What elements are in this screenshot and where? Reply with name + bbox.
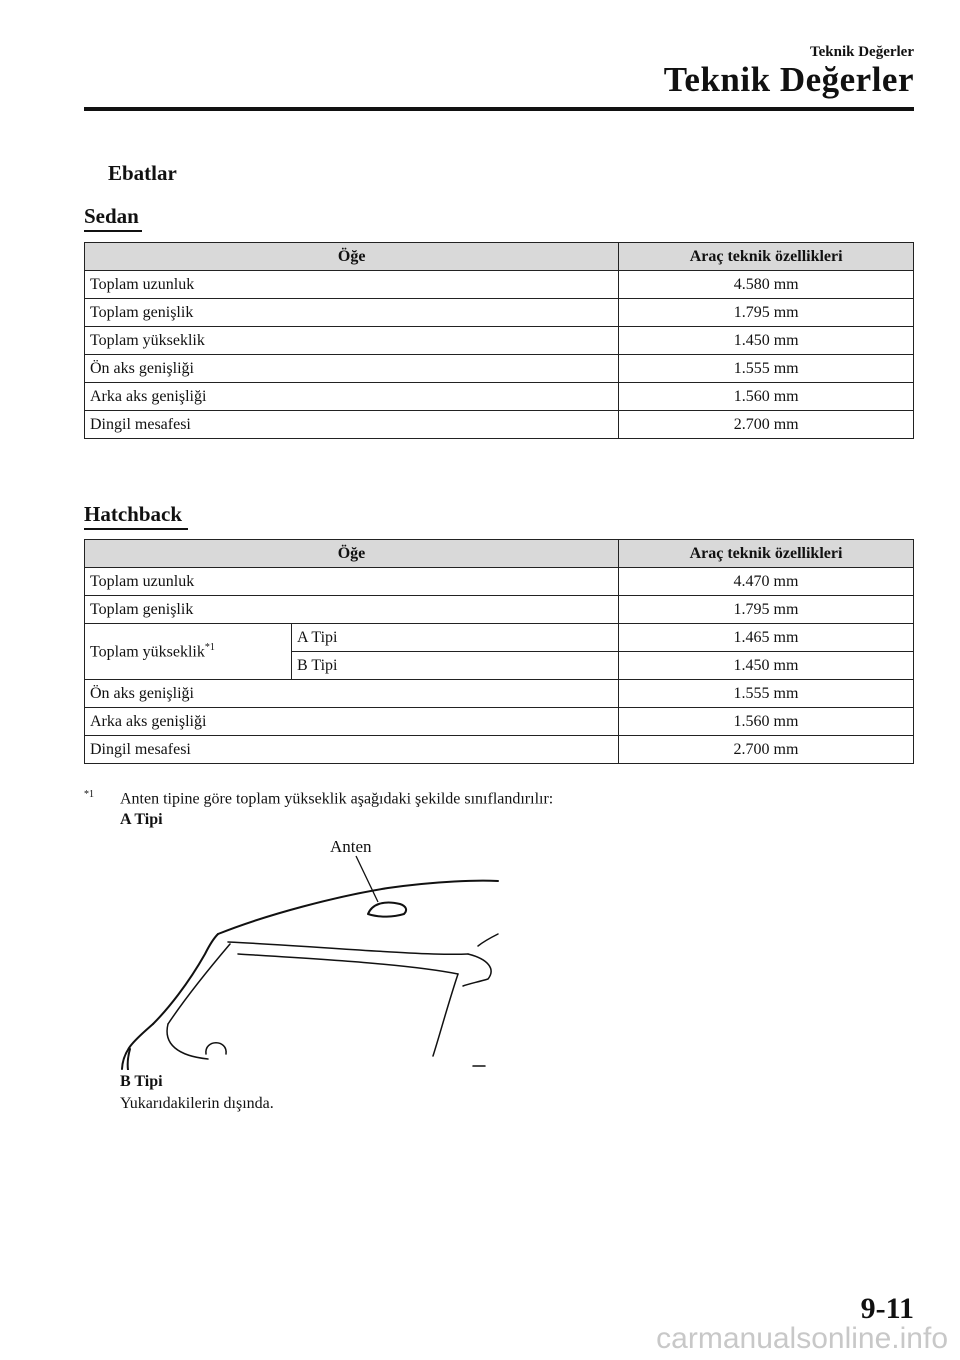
row-label: Ön aks genişliği <box>85 680 619 708</box>
glass-edge-line <box>168 944 230 1024</box>
row-label: Arka aks genişliği <box>85 708 619 736</box>
row-value: 1.795 mm <box>619 299 914 327</box>
row-label: Dingil mesafesi <box>85 736 619 764</box>
row-value: 4.580 mm <box>619 271 914 299</box>
row-label: Toplam uzunluk <box>85 271 619 299</box>
table-row <box>85 299 914 327</box>
row-label <box>85 624 292 680</box>
chapter-title: Teknik Değerler <box>663 60 914 99</box>
table-row <box>85 736 914 764</box>
header-rule <box>84 107 914 111</box>
row-label: Toplam uzunluk <box>85 568 619 596</box>
table-header-row <box>85 243 914 271</box>
footnote <box>84 789 553 808</box>
spoiler-top-line <box>228 942 468 954</box>
section-title: Ebatlar <box>108 161 177 185</box>
column-header-spec: Araç teknik özellikleri <box>619 540 914 568</box>
row-value: 1.465 mm <box>619 624 914 652</box>
page-number: 9-11 <box>860 1292 914 1325</box>
sub-row-label: B Tipi <box>292 652 619 680</box>
table-row <box>85 327 914 355</box>
table-row <box>85 624 914 652</box>
sedan-title: Sedan <box>84 204 139 228</box>
row-label: Toplam yükseklik <box>85 327 619 355</box>
footnote-ref: *1 <box>204 641 215 653</box>
body-edge-line <box>122 1024 153 1069</box>
table-row <box>85 596 914 624</box>
quarter-line <box>478 934 498 946</box>
column-header-item: Öğe <box>85 540 619 568</box>
row-value: 1.560 mm <box>619 383 914 411</box>
table-row <box>85 568 914 596</box>
roof-line <box>218 881 498 934</box>
row-label: Dingil mesafesi <box>85 411 619 439</box>
row-value: 1.450 mm <box>619 327 914 355</box>
type-a-label: A Tipi <box>120 811 163 828</box>
row-label: Toplam genişlik <box>85 299 619 327</box>
footnote-text: Anten tipine göre toplam yükseklik aşağıdaki şekilde sınıflandırılır: <box>120 790 554 808</box>
hatchback-title: Hatchback <box>84 502 183 526</box>
watermark: carmanualsonline.info <box>656 1322 948 1355</box>
glass-right-line <box>433 974 458 1056</box>
hatchback-title-underline <box>84 528 188 530</box>
column-header-item: Öğe <box>85 243 619 271</box>
height-label: Toplam yükseklik <box>90 643 205 661</box>
leader-line <box>356 856 378 902</box>
hatchback-spec-table <box>84 539 914 764</box>
sedan-spec-table <box>84 242 914 439</box>
antenna-illustration <box>118 834 503 1070</box>
antenna-label: Anten <box>330 837 372 856</box>
sedan-title-underline <box>84 230 142 232</box>
rear-camera-outline <box>206 1043 226 1054</box>
antenna-shark-fin <box>368 902 406 916</box>
glass-bottom-left-line <box>167 1024 208 1059</box>
glass-top-line <box>238 954 458 974</box>
spoiler-edge-line <box>463 954 491 986</box>
row-value: 1.450 mm <box>619 652 914 680</box>
row-value: 1.555 mm <box>619 355 914 383</box>
type-b-description: Yukarıdakilerin dışında. <box>120 1095 274 1112</box>
table-row <box>85 680 914 708</box>
body-edge-inner-line <box>128 1049 130 1070</box>
footnote-mark: *1 <box>84 789 94 800</box>
row-label: Arka aks genişliği <box>85 383 619 411</box>
table-row <box>85 355 914 383</box>
row-label: Ön aks genişliği <box>85 355 619 383</box>
row-value: 2.700 mm <box>619 411 914 439</box>
row-label: Toplam genişlik <box>85 596 619 624</box>
table-row <box>85 708 914 736</box>
column-header-spec: Araç teknik özellikleri <box>619 243 914 271</box>
table-header-row <box>85 540 914 568</box>
pillar-line <box>153 934 218 1024</box>
table-row <box>85 383 914 411</box>
running-header: Teknik Değerler <box>809 44 914 60</box>
table-row <box>85 411 914 439</box>
row-value: 2.700 mm <box>619 736 914 764</box>
sub-row-label: A Tipi <box>292 624 619 652</box>
row-value: 4.470 mm <box>619 568 914 596</box>
type-b-label: B Tipi <box>120 1073 163 1090</box>
row-value: 1.560 mm <box>619 708 914 736</box>
row-value: 1.795 mm <box>619 596 914 624</box>
row-value: 1.555 mm <box>619 680 914 708</box>
table-row <box>85 271 914 299</box>
